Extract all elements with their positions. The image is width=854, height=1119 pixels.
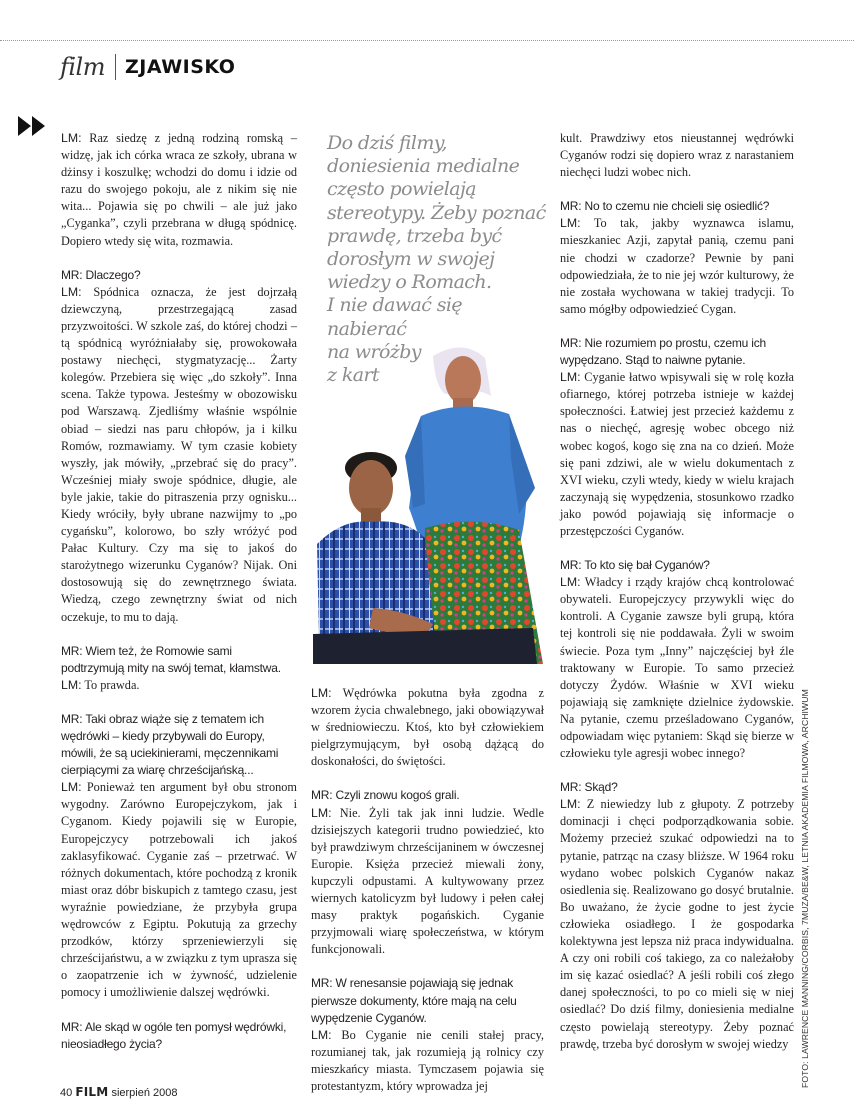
interview-answer bbox=[560, 796, 794, 1052]
answer-text: Raz siedzę z jedną rodziną romską – widzę, jak ich córka wraca ze szkoły, ubrana w dżinsy i koszulkę; wchodzi do domu i idzie od razu do swojego pokoju, ale z nikim się nie wita... Pojawia się po chwili – ale już jako „Cyganka”, czyli przebrana w długą spódnicę. Dopiero wtedy się wita, rozmawia. bbox=[61, 131, 297, 248]
pull-quote-line: Do dziś filmy, bbox=[327, 132, 447, 154]
continuation-arrows-icon bbox=[18, 116, 46, 136]
answer-text: Spódnica oznacza, że jest dojrzałą dziewczyną, przestrzegającą zasad przyzwoitości. W szkole zaś, do której chodzi – tą spódnicą wyróżniałaby się, prowokowała postawy niechęci, stygmatyzację... Żarty kolegów. Przebiera się więc „do szkoły”. Inna scena. Także typowa. Jesteśmy w obozowisku pod Warszawą. Zjedliśmy właśnie wspólnie obiad – siedzi nas paru chłopów, ja i kilku Romów, rozmawiamy. W tym czasie kobiety wyszły, jak mówiły, „przebrać się do pracy”. Wcześniej miały swoje spódnice, długie, ale byle jakie, takie do pitraszenia przy ognisku... Kiedy wróciły, były ubrane nazwijmy to „po cygańsku”, kolorowo, bo szły wróżyć pod Pałac Kultury. Czy ma się to jakoś do starożytnego wizerunku Cyganów? Nijak. Oni dostosowują się do zewnętrznego świata. Wiedzą, czego zewnętrzny świat od nich oczekuje, to mu to dają. bbox=[61, 284, 297, 624]
pull-quote-line: I nie dawać się bbox=[327, 294, 462, 317]
pull-quote-line: doniesienia medialne bbox=[327, 155, 520, 178]
speaker-label: LM: bbox=[560, 370, 581, 385]
interview-question: MR: No to czemu nie chcieli się osiedlić? bbox=[560, 199, 770, 214]
answer-text: Nie. Żyli tak jak inni ludzie. Wedle dzisiejszych kategorii trudno powiedzieć, kto był prawdziwym chrześcijaninem w ówczesnej Europie. Księża przecież miewali żony, kupczyli odpustami. A kultywowany przez wiernych katolicyzm był ludowy i pełen całej masy praktyk pogańskich. Cyganie przyjmowali wiarę społeczeństwa, w którym funkcjonowali. bbox=[311, 805, 544, 957]
pull-quote-line: nabierać bbox=[327, 317, 407, 340]
interview-question: MR: To kto się bał Cyganów? bbox=[560, 558, 710, 573]
interview-answer bbox=[311, 1027, 544, 1095]
interview-answer bbox=[61, 284, 297, 626]
interview-answer bbox=[311, 805, 544, 959]
interview-answer bbox=[61, 779, 297, 1001]
photo-credit: FOTO: LAWRENCE MANNING/CORBIS, 7MUZA/BE&W, LETNIA AKADEMIA FILMOWA, ARCHIWUM bbox=[800, 689, 810, 1088]
answer-text: kult. Prawdziwy etos nieustannej wędrówki Cyganów rodzi się dopiero wraz z narastaniem niechęci ludzi wobec nich. bbox=[560, 131, 794, 180]
section-name: film bbox=[60, 53, 105, 81]
page-footer bbox=[60, 1085, 178, 1099]
interview-question: MR: Taki obraz wiąże się z tematem ich wędrówki – kiedy przybywali do Europy, mówili, że są uciekinierami, męczennikami cierpiącymi za wiarę chrześcijańską... bbox=[61, 711, 279, 778]
answer-text: Ponieważ ten argument był obu stronom wygodny. Zarówno Europejczykom, jak i Cyganom. Kiedy pojawili się w Europie, Europejczycy potrzebowali ich jakoś zaklasyfikować. Cyganie zaś – przetrwać. W różnych dokumentach, które pochodzą z kronik miast oraz dóbr biskupich z tamtego czasu, jest wyraźnie powiedziane, że przybyła grupa wędrowców z Egiptu. Pokutują za grzechy przodków, którzy sprzeniewierzyli się chrześcijaństwu, a w związku z tym uprasza się o zaopatrzenie ich w żywność, udzielenie pomocy i umożliwienie dalszej wędrówki. bbox=[61, 780, 297, 1000]
photo-roma-couple bbox=[313, 338, 547, 664]
answer-text: Bo Cyganie nie cenili stałej pracy, rozumianej tak, jak rozumieją ją rolnicy czy mieszkańcy miasta. Tymczasem pojawia się protestantyzm, który wprowadza jej bbox=[311, 1027, 544, 1093]
speaker-label: LM: bbox=[311, 805, 332, 820]
interview-answer bbox=[560, 574, 794, 762]
pull-quote-line: wiedzy o Romach. bbox=[327, 271, 492, 294]
speaker-label: LM: bbox=[61, 131, 82, 145]
speaker-label: LM: bbox=[311, 686, 332, 700]
pull-quote-line: prawdę, trzeba być bbox=[327, 224, 502, 247]
speaker-label: LM: bbox=[61, 284, 82, 299]
interview-answer bbox=[61, 677, 297, 694]
interview-question: MR: Wiem też, że Romowie sami podtrzymują mity na swój temat, kłamstwa. bbox=[61, 643, 281, 675]
interview-question: MR: Czyli znowu kogoś grali. bbox=[311, 788, 460, 803]
interview-answer bbox=[61, 130, 297, 250]
answer-text: Władcy i rządy krajów chcą kontrolować obywateli. Europejczycy przywykli więc do kontroli. A Cyganie zawsze byli grupą, która tej kontroli się nie poddawała. Żyli w swoim świecie. Poza tym „Inny” najczęściej był źle traktowany w Europie. To samo przecież dotyczy Żydów. Właśnie w XVI wieku pojawiają się zamknięte dzielnice żydowskie. Na pytanie, czemu prześladowano Cyganów, odpowiadam więc pytaniem: Skąd się bierze w człowieku tyle agresji wobec innego? bbox=[560, 575, 794, 761]
speaker-label: LM: bbox=[560, 575, 581, 590]
top-dotted-rule bbox=[0, 40, 854, 41]
pull-quote-line: na wróżby bbox=[327, 340, 421, 363]
answer-text: To prawda. bbox=[81, 677, 140, 692]
speaker-label: LM: bbox=[560, 797, 581, 812]
pull-quote-line: dorosłym w swojej bbox=[327, 248, 495, 271]
header-separator bbox=[115, 54, 116, 80]
interview-question: MR: Dlaczego? bbox=[61, 267, 141, 282]
answer-text: To tak, jakby wyznawca islamu, mieszkaniec Azji, zapytał panią, czemu pani nie chodzi w czadorze? Pewnie by pani odpowiedziała, że to nie jej wzór kulturowy, że nie została wychowana w takiej tradycji. To samo mógłby odpowiedzieć Cygan. bbox=[560, 216, 794, 316]
text-column-3 bbox=[560, 130, 794, 1053]
speaker-label: LM: bbox=[560, 216, 581, 231]
speaker-label: LM: bbox=[61, 780, 82, 795]
pull-quote-line: stereotypy. Żeby poznać bbox=[327, 201, 546, 224]
interview-question: MR: Nie rozumiem po prostu, czemu ich wypędzano. Stąd to naiwne pytanie. bbox=[560, 335, 766, 368]
text-column-1 bbox=[61, 130, 297, 1053]
text-column-2 bbox=[311, 685, 544, 1095]
speaker-label: LM: bbox=[311, 1027, 332, 1042]
interview-question: MR: Ale skąd w ogóle ten pomysł wędrówki, nieosiadłego życia? bbox=[61, 1019, 287, 1051]
issue-date: sierpień 2008 bbox=[111, 1087, 178, 1099]
interview-answer bbox=[560, 369, 794, 540]
interview-answer bbox=[560, 130, 794, 181]
answer-text: Wędrówka pokutna była zgodna z wzorem życia chwalebnego, jaki obowiązywał w średniowieczu. Ktoś, kto był człowiekiem pielgrzymującym, był osobą dążącą do doskonałości, do świętości. bbox=[311, 686, 544, 769]
interview-question: MR: W renesansie pojawiają się jednak pierwsze dokumenty, które mają na celu wypędzenie Cyganów. bbox=[311, 976, 517, 1025]
pull-quote-line: często powielają bbox=[327, 178, 476, 201]
interview-answer bbox=[311, 685, 544, 770]
magazine-name: FILM bbox=[75, 1085, 109, 1099]
answer-text: Z niewiedzy lub z głupoty. Z potrzeby dominacji i chęci podporządkowania sobie. Możemy przecież szukać odpowiedzi na to pytanie, patrząc na czasy bliższe. W 1964 roku wydano wobec polskich Cyganów nakaz osiedlenia się. Realizowano go dosyć brutalnie. Bo uważano, że życie godne to jest życie człowieka osiadłego. I że gospodarka kolektywna jest lepsza niż praca indywidualna. A czy oni robili coś takiego, za co należałoby im się kazać osiedlać? A jeśli robili coś złego danej społeczności, to po co mieli się w niej osiedlać? Do dziś filmy, doniesienia medialne często powielają stereotypy. Żeby poznać prawdę, trzeba być dorosłym w swojej wiedzy bbox=[560, 797, 794, 1051]
answer-text: Cyganie łatwo wpisywali się w rolę kozła ofiarnego, której potrzeba istnieje w każdej społeczności. Łatwiej jest przecież każdemu z nas o niechęć, agresję wobec obcego niż wobec kogoś, kogo się zna na co dzień. Może się pani zdziwi, ale w wielu dokumentach z XVI wieku, czyli wtedy, kiedy w wielu krajach zaczynają się wypędzenia, stosunkowo rzadko jako powód pojawiają się informacje o przestępczości Cyganów. bbox=[560, 370, 794, 538]
section-title: ZJAWISKO bbox=[125, 56, 236, 78]
section-header bbox=[60, 50, 235, 84]
interview-answer bbox=[560, 215, 794, 318]
pull-quote-line: z kart bbox=[327, 364, 380, 387]
page-number: 40 bbox=[60, 1087, 73, 1099]
interview-question: MR: Skąd? bbox=[560, 780, 618, 795]
speaker-label: LM: bbox=[61, 677, 82, 692]
